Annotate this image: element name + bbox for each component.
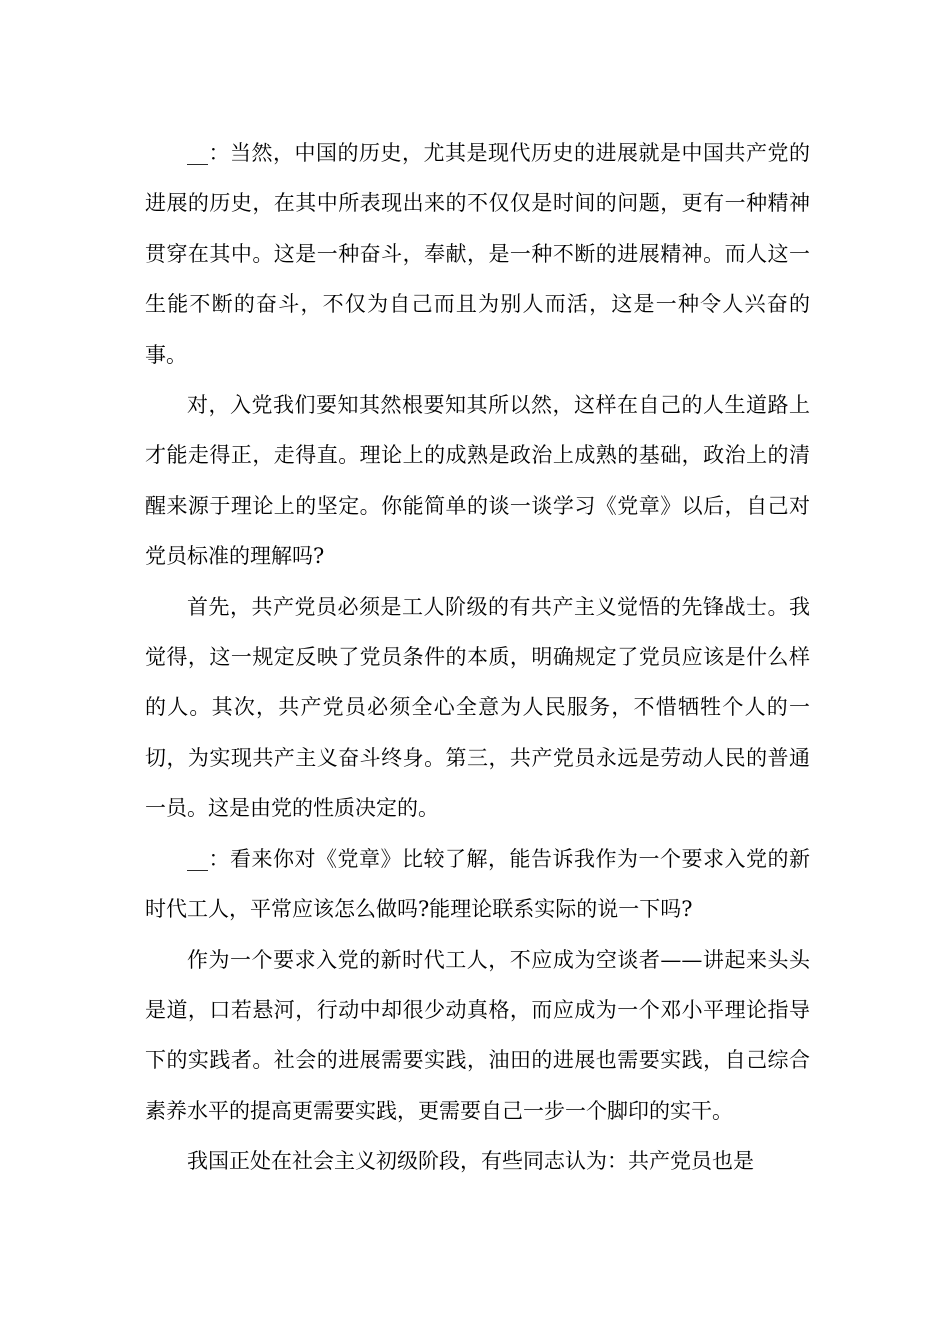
paragraph-4: __：看来你对《党章》比较了解，能告诉我作为一个要求入党的新时代工人，平常应该怎么做吗?能理论联系实际的说一下吗? [145,846,810,922]
document-body [145,128,810,1187]
paragraph-2: 对，入党我们要知其然根要知其所以然，这样在自己的人生道路上才能走得正，走得直。理论上的成熟是政治上成熟的基础，政治上的清醒来源于理论上的坚定。你能简单的谈一谈学习《党章》以后，自己对党员标准的理解吗? [145,393,810,569]
paragraph-1: __：当然，中国的历史，尤其是现代历史的进展就是中国共产党的进展的历史，在其中所表现出来的不仅仅是时间的问题，更有一种精神贯穿在其中。这是一种奋斗，奉献，是一种不断的进展精神。而人这一生能不断的奋斗，不仅为自己而且为别人而活，这是一种令人兴奋的事。 [145,141,810,367]
paragraph-6: 我国正处在社会主义初级阶段，有些同志认为：共产党员也是 [187,1149,754,1174]
paragraph-3: 首先，共产党员必须是工人阶级的有共产主义觉悟的先锋战士。我觉得，这一规定反映了党员条件的本质，明确规定了党员应该是什么样的人。其次，共产党员必须全心全意为人民服务，不惜牺牲个人的一切，为实现共产主义奋斗终身。第三，共产党员永远是劳动人民的普通一员。这是由党的性质决定的。 [145,594,810,821]
paragraph-5: 作为一个要求入党的新时代工人，不应成为空谈者——讲起来头头是道，口若悬河，行动中却很少动真格，而应成为一个邓小平理论指导下的实践者。社会的进展需要实践，油田的进展也需要实践，自己综合素养水平的提高更需要实践，更需要自己一步一个脚印的实干。 [145,947,810,1123]
